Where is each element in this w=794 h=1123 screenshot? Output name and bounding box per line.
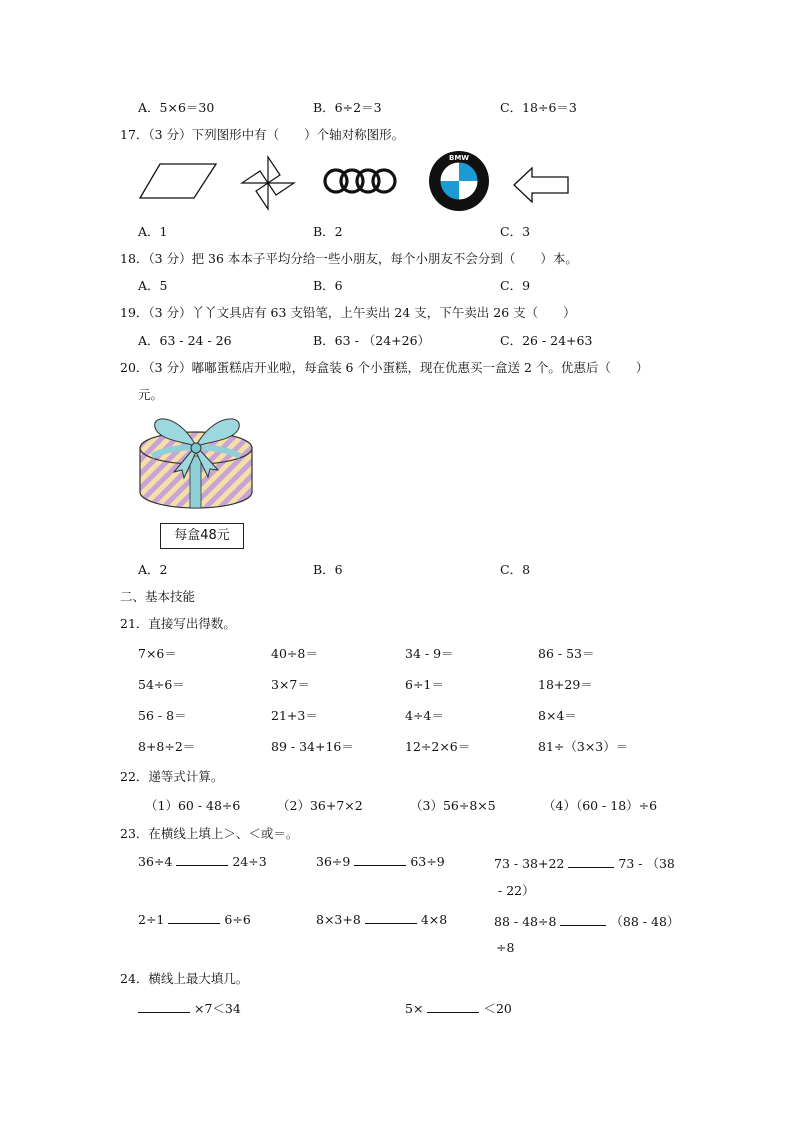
q16-option-c: C．18÷6＝3 bbox=[500, 100, 577, 115]
q17-option-c: C．3 bbox=[500, 224, 531, 239]
compare-item: 2÷1 6÷6 bbox=[138, 912, 251, 927]
calc-item: 3×7＝ bbox=[271, 677, 310, 692]
q20-option-a: A．2 bbox=[138, 562, 168, 577]
calc-item: 7×6＝ bbox=[138, 646, 177, 661]
compare-item: 36÷9 63÷9 bbox=[316, 854, 445, 869]
calc-item: 40÷8＝ bbox=[271, 646, 318, 661]
q23-question: 23．在横线上填上＞、＜或＝。 bbox=[120, 826, 299, 841]
q16-option-a: A．5×6＝30 bbox=[138, 100, 215, 115]
calc-item: 56 - 8＝ bbox=[138, 708, 187, 723]
q20-option-b: B．6 bbox=[313, 562, 343, 577]
calc-item: 8×4＝ bbox=[538, 708, 577, 723]
q17-option-a: A．1 bbox=[138, 224, 168, 239]
gift-box-icon bbox=[134, 406, 258, 514]
calc-item: 34 - 9＝ bbox=[405, 646, 454, 661]
q18-option-b: B．6 bbox=[313, 278, 343, 293]
calc-item: 21+3＝ bbox=[271, 708, 318, 723]
compare-item: 73 - 38+22 73 - （38 bbox=[494, 856, 675, 871]
q21-question: 21．直接写出得数。 bbox=[120, 616, 236, 631]
q16-option-b: B．6÷2＝3 bbox=[313, 100, 382, 115]
q18-question: 18．（3 分）把 36 本本子平均分给一些小朋友，每个小朋友不会分到（ ）本。 bbox=[120, 251, 578, 266]
answer-blank[interactable] bbox=[427, 1002, 479, 1013]
calc-item: 6÷1＝ bbox=[405, 677, 444, 692]
calc-item: 4÷4＝ bbox=[405, 708, 444, 723]
q20-option-c: C．8 bbox=[500, 562, 531, 577]
q20-question: 20．（3 分）嘟嘟蛋糕店开业啦，每盒装 6 个小蛋糕，现在优惠买一盒送 2 个。优惠后（ ） bbox=[120, 360, 649, 375]
q19-option-b: B．63 - （24+26） bbox=[313, 333, 431, 348]
section-title: 二、基本技能 bbox=[120, 589, 196, 604]
step-calc-item: （3）56÷8×5 bbox=[410, 798, 496, 813]
calc-item: 86 - 53＝ bbox=[538, 646, 595, 661]
step-calc-item: （2）36+7×2 bbox=[277, 798, 363, 813]
q19-question: 19．（3 分）丫丫文具店有 63 支铅笔，上午卖出 24 支，下午卖出 26 支（ ） bbox=[120, 305, 576, 320]
parallelogram-icon bbox=[138, 160, 218, 202]
bmw-logo-letters: BMW bbox=[448, 154, 470, 162]
answer-blank[interactable] bbox=[560, 915, 606, 926]
calc-item: 81÷（3×3）＝ bbox=[538, 739, 629, 754]
calc-item: 12÷2×6＝ bbox=[405, 739, 471, 754]
calc-item: 54÷6＝ bbox=[138, 677, 185, 692]
bmw-logo-icon bbox=[428, 150, 490, 212]
q19-option-a: A．63 - 24 - 26 bbox=[138, 333, 232, 348]
q17-option-b: B．2 bbox=[313, 224, 343, 239]
answer-blank[interactable] bbox=[365, 913, 417, 924]
answer-blank[interactable] bbox=[138, 1002, 190, 1013]
answer-blank[interactable] bbox=[568, 857, 614, 868]
step-calc-item: （1）60 - 48÷6 bbox=[145, 798, 241, 813]
compare-item: 8×3+8 4×8 bbox=[316, 912, 448, 927]
left-arrow-icon bbox=[512, 166, 572, 204]
calc-item: 8+8÷2＝ bbox=[138, 739, 196, 754]
q17-question: 17．（3 分）下列图形中有（ ）个轴对称图形。 bbox=[120, 127, 405, 142]
compare-item: 36÷4 24÷3 bbox=[138, 854, 267, 869]
fill-item: ×7＜34 bbox=[138, 999, 241, 1017]
q19-option-c: C．26 - 24+63 bbox=[500, 333, 593, 348]
price-label: 每盒48元 bbox=[160, 523, 244, 549]
compare-item-cont: ÷8 bbox=[496, 940, 515, 955]
four-rings-logo-icon bbox=[322, 166, 400, 196]
q24-question: 24．横线上最大填几。 bbox=[120, 971, 249, 986]
pinwheel-icon bbox=[240, 155, 296, 211]
calc-item: 18+29＝ bbox=[538, 677, 593, 692]
answer-blank[interactable] bbox=[168, 913, 220, 924]
calc-item: 89 - 34+16＝ bbox=[271, 739, 354, 754]
answer-blank[interactable] bbox=[354, 855, 406, 866]
q20-question-cont: 元。 bbox=[138, 387, 164, 402]
compare-item: 88 - 48÷8 （88 - 48） bbox=[494, 914, 680, 929]
compare-item-cont: - 22） bbox=[498, 883, 535, 898]
step-calc-item: （4）（60 - 18）÷6 bbox=[543, 798, 658, 813]
fill-item: 5× ＜20 bbox=[405, 1001, 512, 1016]
q18-option-c: C．9 bbox=[500, 278, 531, 293]
q22-question: 22．递等式计算。 bbox=[120, 769, 224, 784]
answer-blank[interactable] bbox=[176, 855, 228, 866]
q18-option-a: A．5 bbox=[138, 278, 168, 293]
